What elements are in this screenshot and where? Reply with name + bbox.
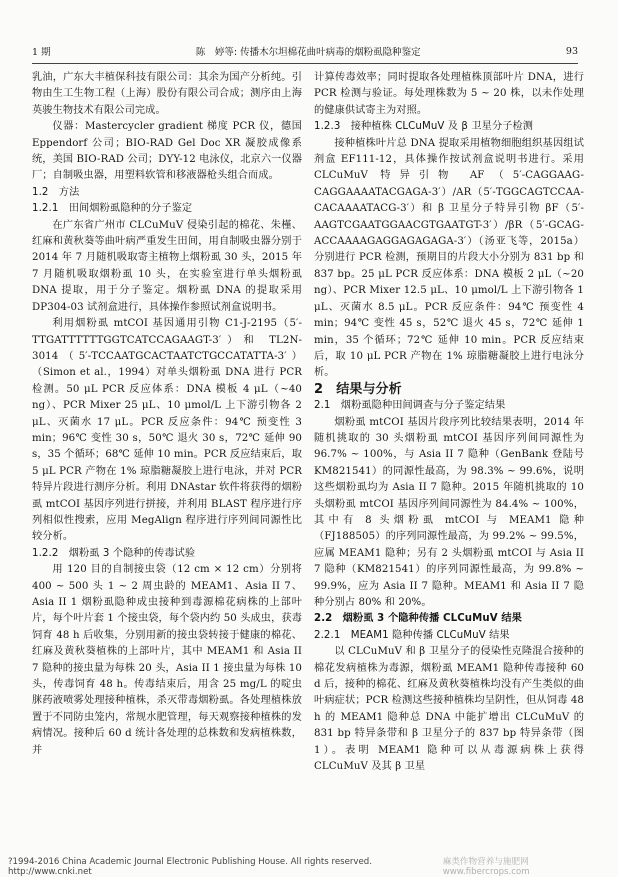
paragraph-virus-detection: 接种植株叶片总 DNA 提取采用植物细胞组织基因组试剂盒 EF111-12，具体操作按试剂盒说明书进行。采用 CLCuMuV 特异引物 AF（5′-CAGGAAG-CAGGAAAATACGAGA-3′）/AR（5′-TGGCAGTCCAA-CACAAAATACG-3′）和 β 卫星分子特异引物 βF（5′-AAGTCGAATGGAACGTGAATGT-3′）/βR（5′-GCAG-ACCAAAAGAGGAGAGAGA-3′）（汤亚飞等，2015a）分别进行 PCR 检测，预期目的片段大小分别为 831 bp 和 837 bp。25 μL PCR 反应体系：DNA 模板 2 μL（~20 ng）、PCR Mixer 12.5 μL、10 μmol/L 上下游引物各 1 μL、灭菌水 8.5 μL。PCR 反应条件：94℃ 预变性 4 min；94℃ 变性 45 s，52℃ 退火 45 s，72℃ 延伸 1 min，35 个循环；72℃ 延伸 10 min。PCR 反应结束后，取 10 μL PCR 产物在 1% 琼脂糖凝胶上进行电泳分析。 xyxy=(314,137,584,379)
paragraph-meam1-results: 以 CLCuMuV 和 β 卫星分子的侵染性克隆混合接种的棉花发病植株为毒源，烟粉虱 MEAM1 隐种传毒接种 60 d 后，接种的棉花、红麻及黄秋葵植株均没有产生类似的曲叶病症状；PCR 检测这些接种植株均呈阴性，但从饲毒 48 h 的 MEAM1 隐种总 DNA 中能扩增出 CLCuMuV 的 831 bp 特异条带和 β 卫星分子的 837 bp 特异条带（图 1）。表明 MEAM1 隐种可以从毒源病株上获得 CLCuMuV 及其 β 卫星 xyxy=(314,646,584,773)
section-heading-results: 2 结果与分析 xyxy=(314,381,402,397)
right-column xyxy=(314,70,584,775)
copyright-notice: ?1994-2016 China Academic Journal Electronic Publishing House. All rights reserved. http://www.cnki.net xyxy=(8,857,381,877)
paragraph-reagents: 乳油，广东大丰植保科技有限公司：其余为国产分析纯。引物由生工生物工程（上海）股份有限公司合成；测序由上海英骏生物技术有限公司完成。 xyxy=(32,72,302,116)
subsection-heading-2-2-1: 2.2.1 MEAM1 隐种传播 CLCuMuV 结果 xyxy=(314,629,510,641)
section-heading-methods: 1.2 方法 xyxy=(32,186,80,198)
subsection-heading-1-2-2: 1.2.2 烟粉虱 3 个隐种的传毒试验 xyxy=(32,547,196,559)
page-footer xyxy=(8,855,610,877)
watermark-text: 麻类作物营养与施肥网 www.fibercrops.com xyxy=(442,857,530,877)
paragraph-instruments: 仪器：Mastercycler gradient 梯度 PCR 仪，德国 Eppendorf 公司；BIO-RAD Gel Doc XR 凝胶成像系统，美国 BIO-RAD 公司；DYY-12 电泳仪，北京六一仪器厂；自制吸虫器，用塑料软管和移液器枪头组合而成。 xyxy=(32,121,302,182)
running-title: 陈 婷等: 传播木尔坦棉花曲叶病毒的烟粉虱隐种鉴定 xyxy=(195,47,421,58)
running-header xyxy=(32,42,578,64)
paragraph-mtcoi-pcr: 利用烟粉虱 mtCOI 基因通用引物 C1-J-2195（5′-TTGATTTTTTGGTCATCCAGAAGT-3′）和 TL2N-3014（5′-TCCAATGCACTAATCTGCCATATTA-3′）（Simon et al.，1994）对单头烟粉虱 DNA 进行 PCR 检测。50 μL PCR 反应体系：DNA 模板 4 μL（~40 ng）、PCR Mixer 25 μL、10 μmol/L 上下游引物各 2 μL、灭菌水 17 μL。PCR 反应条件：94℃ 预变性 3 min；96℃ 变性 30 s，50℃ 退火 30 s，72℃ 延伸 90 s，35 个循环；68℃ 延伸 10 min。PCR 反应结束后，取 5 μL PCR 产物在 1% 琼脂糖凝胶上进行电泳，并对 PCR 特异片段进行测序分析。利用 DNAstar 软件将获得的烟粉虱 mtCOI 基因序列进行拼接，并利用 BLAST 程序进行序列相似性搜索，应用 MegAlign 程序进行序列间同源性比较分析。 xyxy=(32,318,302,543)
subsection-heading-2-2: 2.2 烟粉虱 3 个隐种传播 CLCuMuV 结果 xyxy=(314,613,522,625)
subsection-heading-1-2-1: 1.2.1 田间烟粉虱隐种的分子鉴定 xyxy=(32,203,193,215)
subsection-heading-2-1: 2.1 烟粉虱隐种田间调查与分子鉴定结果 xyxy=(314,400,506,412)
paragraph-transmission-test: 用 120 目的自制接虫袋（12 cm × 12 cm）分别将 400 ~ 500 头 1 ~ 2 周虫龄的 MEAM1、Asia II 7、Asia II 1 烟粉虱隐种成虫接种到毒源棉花病株的上部叶片，每个叶片套 1 个接虫袋，每个袋内约 50 头成虫，获毒饲育 48 h 后收集，分别用新的接虫袋转接于健康的棉花、红麻及黄秋葵植株的上部叶片，其中 MEAM1 和 Asia II 7 隐种的接虫量为每株 20 头，Asia II 1 接虫量为每株 10 头，传毒饲育 48 h。传毒结束后，用含 25 mg/L 的啶虫脒药液喷雾处理接种植株，杀灭带毒烟粉虱。各处理植株放置于不同防虫笼内，常规水肥管理，每天观察接种植株的发病情况。接种后 60 d 统计各处理的总株数和发病植株数，并 xyxy=(32,564,302,756)
paragraph-transmission-cont: 计算传毒效率；同时提取各处理植株顶部叶片 DNA，进行 PCR 检测与验证。每处理株数为 5 ~ 20 株，以未作处理的健康供试寄主为对照。 xyxy=(314,72,584,116)
paragraph-field-sampling: 在广东省广州市 CLCuMuV 侵染引起的棉花、朱槿、红麻和黄秋葵等曲叶病严重发生田间，用自制吸虫器分别于 2014 年 7 月随机吸取寄主植物上烟粉虱 30 头，2015 年 7 月随机吸取烟粉虱 10 头，在实验室进行单头烟粉虱 DNA 提取，用于分子鉴定。烟粉虱 DNA 的提取采用 DP304-03 试剂盒进行，具体操作参照试剂盒说明书。 xyxy=(32,219,302,313)
subsection-heading-1-2-3: 1.2.3 接种植株 CLCuMuV 及 β 卫星分子检测 xyxy=(314,121,534,133)
paragraph-cryptic-species-results: 烟粉虱 mtCOI 基因片段序列比较结果表明，2014 年随机挑取的 30 头烟粉虱 mtCOI 基因序列间同源性为 96.7% ~ 100%，与 Asia II 7 隐种（GenBank 登陆号 KM821541）的同源性最高，为 98.3% ~ 99.6%，说明这些烟粉虱均为 Asia II 7 隐种。2015 年随机挑取的 10 头烟粉虱 mtCOI 基因序列间同源性为 84.4% ~ 100%，其中有 8 头烟粉虱 mtCOI 与 MEAM1 隐种（FJ188505）的序列同源性最高，为 99.2% ~ 99.5%，应属 MEAM1 隐种；另有 2 头烟粉虱 mtCOI 与 Asia II 7 隐种（KM821541）的序列同源性最高，为 99.8% ~ 99.9%，应为 Asia II 7 隐种。MEAM1 和 Asia II 7 隐种分别占 80% 和 20%。 xyxy=(314,416,584,608)
page-number: 93 xyxy=(565,45,578,57)
issue-label: 1 期 xyxy=(32,47,51,58)
left-column xyxy=(32,70,302,759)
